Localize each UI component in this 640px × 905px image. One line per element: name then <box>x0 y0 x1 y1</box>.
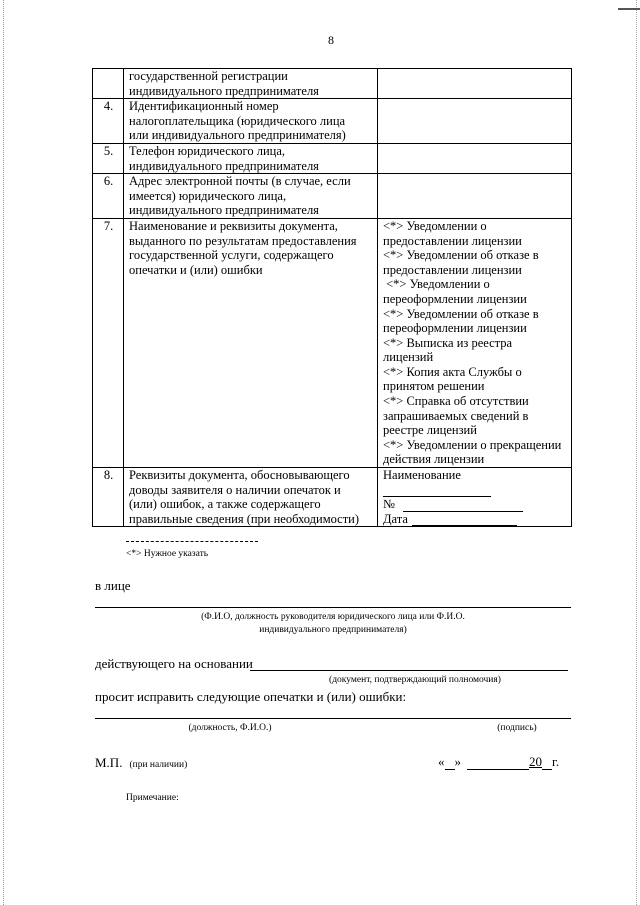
document-name-label: Наименование <box>383 468 461 483</box>
date-field[interactable] <box>438 754 559 770</box>
table-row <box>93 468 572 527</box>
supporting-document-fields <box>378 468 572 527</box>
footnote-divider <box>126 541 258 542</box>
row-number: 4. <box>93 99 124 144</box>
document-option[interactable]: <*> Уведомлении об отказе в <box>383 306 539 321</box>
scan-mark <box>618 8 640 10</box>
row-label-line: налогоплательщика (юридического лица <box>129 113 346 128</box>
basis-document-caption: (документ, подтверждающий полномочия) <box>329 675 501 685</box>
row-label-line: индивидуального предпринимателя <box>129 203 319 218</box>
row-label-line: индивидуального предпринимателя <box>129 158 319 173</box>
row-label-line: выданного по результатам предоставления <box>129 233 357 248</box>
row-label-line: Реквизиты документа, обосновывающего <box>129 468 350 483</box>
scan-edge-left <box>3 0 5 905</box>
date-open-quote: « <box>438 754 445 769</box>
document-name-line[interactable] <box>383 483 567 498</box>
footnote: <*> Нужное указать <box>126 549 209 559</box>
row-label <box>124 468 378 527</box>
row-label-line: государственной услуги, содержащего <box>129 248 334 263</box>
table-row <box>93 218 572 467</box>
page-number: 8 <box>328 33 334 47</box>
document-option-cont: принятом решении <box>383 379 485 394</box>
errors-description-line[interactable] <box>95 718 571 719</box>
in-person-label: в лице <box>95 578 131 593</box>
document-option[interactable]: <*> Выписка из реестра <box>383 335 513 350</box>
caption-line: (Ф.И.О, должность руководителя юридического лица или Ф.И.О. <box>201 612 465 622</box>
row-label <box>124 69 378 99</box>
document-option-cont: запрашиваемых сведений в <box>383 408 529 423</box>
row-label-line: индивидуального предпринимателя <box>129 83 319 98</box>
document-option[interactable]: <*> Копия акта Службы о <box>383 364 522 379</box>
table-row <box>93 69 572 99</box>
row-number: 6. <box>93 174 124 219</box>
row-label <box>124 99 378 144</box>
row-label-line: доводы заявителя о наличии опечаток и <box>129 482 341 497</box>
document-type-options[interactable] <box>378 218 572 467</box>
row-label-line: Идентификационный номер <box>129 99 279 114</box>
representative-name-caption <box>95 611 571 637</box>
row-label <box>124 174 378 219</box>
document-option-cont: предоставлении лицензии <box>383 233 522 248</box>
document-option-cont: действия лицензии <box>383 452 485 467</box>
row-value[interactable] <box>378 143 572 173</box>
basis-document-line[interactable] <box>250 670 568 671</box>
document-option[interactable]: <*> Уведомлении о <box>383 218 487 233</box>
date-month-blank[interactable] <box>467 757 529 770</box>
table-row <box>93 143 572 173</box>
row-label-line: имеется) юридического лица, <box>129 188 287 203</box>
document-number-label: № <box>383 497 395 512</box>
row-number: 5. <box>93 143 124 173</box>
document-number-field[interactable] <box>383 497 567 512</box>
document-option-cont: предоставлении лицензии <box>383 262 522 277</box>
table-row <box>93 99 572 144</box>
seal-note: (при наличии) <box>129 760 188 770</box>
row-label-line: государственной регистрации <box>129 69 288 83</box>
request-text: просит исправить следующие опечатки и (или) ошибки: <box>95 689 407 704</box>
acting-basis-label: действующего на основании <box>95 656 253 671</box>
seal-field <box>95 754 187 772</box>
row-label-line: (или) ошибок, а также содержащего <box>129 497 321 512</box>
date-day-blank[interactable] <box>445 757 455 770</box>
signature-caption: (подпись) <box>497 723 537 733</box>
representative-name-line[interactable] <box>95 607 571 608</box>
document-option[interactable]: <*> Уведомлении о <box>383 277 490 292</box>
row-value[interactable] <box>378 99 572 144</box>
document-option-cont: переоформлении лицензии <box>383 291 527 306</box>
seal-label: М.П. <box>95 755 123 770</box>
document-option[interactable]: <*> Уведомлении об отказе в <box>383 248 539 263</box>
row-value[interactable] <box>378 174 572 219</box>
note-label: Примечание: <box>126 793 179 803</box>
document-option-cont: переоформлении лицензии <box>383 321 527 336</box>
application-table <box>92 68 572 527</box>
document-option-cont: лицензий <box>383 350 434 365</box>
caption-line: индивидуального предпринимателя) <box>259 625 407 635</box>
row-value[interactable] <box>378 69 572 99</box>
table-row <box>93 174 572 219</box>
row-label <box>124 143 378 173</box>
document-option[interactable]: <*> Уведомлении о прекращении <box>383 437 562 452</box>
scan-edge-right <box>636 0 638 905</box>
row-label <box>124 218 378 467</box>
position-caption: (должность, Ф.И.О.) <box>188 723 272 733</box>
document-option[interactable]: <*> Справка об отсутствии <box>383 394 529 409</box>
document-date-label: Дата <box>383 511 408 526</box>
row-number <box>93 69 124 99</box>
row-label-line: Адрес электронной почты (в случае, если <box>129 174 351 189</box>
date-close-quote: » <box>454 754 461 769</box>
row-label-line: Наименование и реквизиты документа, <box>129 218 338 233</box>
row-label-line: опечатки и (или) ошибки <box>129 262 263 277</box>
row-label-line: или индивидуального предпринимателя) <box>129 128 346 143</box>
row-label-line: правильные сведения (при необходимости) <box>129 511 360 526</box>
document-option-cont: реестре лицензий <box>383 423 477 438</box>
row-label-line: Телефон юридического лица, <box>129 143 285 158</box>
row-number: 8. <box>93 468 124 527</box>
date-year-blank[interactable] <box>542 757 552 770</box>
year-suffix: г. <box>552 754 560 769</box>
document-date-field[interactable] <box>383 512 567 527</box>
year-prefix: 20 <box>529 754 542 769</box>
row-number: 7. <box>93 218 124 467</box>
